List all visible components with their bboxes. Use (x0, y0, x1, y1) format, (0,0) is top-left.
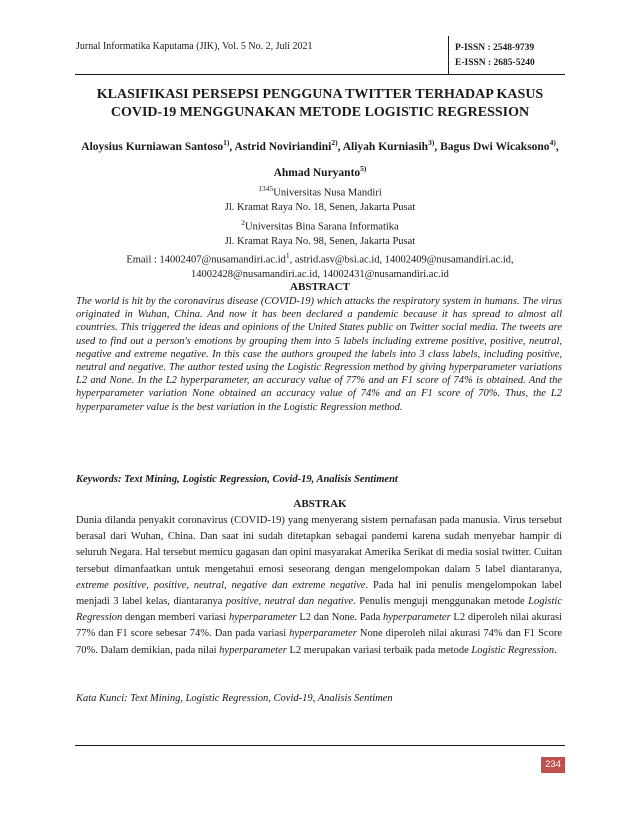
kata-kunci: Kata Kunci: Text Mining, Logistic Regression, Covid-19, Analisis Sentimen (76, 693, 393, 704)
abstrak-heading: ABSTRAK (293, 498, 347, 510)
page-number-badge: 234 (541, 757, 565, 773)
author-name: Bagus Dwi Wicaksono (440, 140, 550, 153)
footer-rule (75, 745, 565, 746)
address: Jl. Kramat Raya No. 98, Senen, Jakarta Pusat (224, 235, 416, 247)
author-name: Astrid Noviriandini (234, 140, 332, 153)
abstract-heading: ABSTRACT (290, 281, 350, 293)
header-divider (448, 36, 449, 74)
author-name: Ahmad Nuryanto (273, 166, 361, 179)
issn-block (455, 41, 535, 71)
author-name: Aloysius Kurniawan Santoso (81, 140, 224, 153)
author-list: Aloysius Kurniawan Santoso$^{1)}$, Astrid Noviriandini$^{2)}$, Aliyah Kurniasih$^{3)}$, Bagus Dwi Wicaksono$^{4)}$, Ahmad Nuryanto$^{5)}$ (81, 138, 559, 179)
institution: Universitas Nusa Mandiri (273, 187, 382, 199)
email-line: Email : $14002407@nusamandiri.ac.id^1$, astrid.asv@bsi.ac.id, 14002409@nusamandiri.ac.id, (126, 251, 514, 266)
author-name: Aliyah Kurniasih (342, 140, 429, 153)
address: Jl. Kramat Raya No. 18, Senen, Jakarta Pusat (224, 202, 416, 213)
header-rule (75, 74, 565, 75)
email-line: 14002428@nusamandiri.ac.id, 14002431@nusamandiri.ac.id (191, 269, 449, 280)
abstrak-text: Dunia dilanda penyakit coronavirus (COVID-19) yang menyerang sistem pernafasan pada manusia. Virus tersebut berasal dari Wuhan, China. Dan saat ini sudah ditetapkan sebagai pandemi karena sudah menyebar hampir di seluruh Negara. Hal tersebut memicu gagasan dan opini masyarakat Amerika Serikat di media sosial twitter. Cuitan tersebut dimanfaatkan untuk mengetahui emosi seseorang dengan mengelompokan dalam 5 label diantaranya, extreme positive, positive, neutral, negative dan extreme negative. Pada hal ini penulis mengelompokan label menjadi 3 label kelas, diantaranya positive, neutral dan negative. Penulis menguji menggunakan metode Logistic Regression dengan memberi variasi hyperparameter L2 dan None. Pada hyperparameter L2 diperoleh nilai akurasi 77% dan F1 score sebesar 74%. Dan pada variasi hyperparameter None diperoleh nilai akurasi 74% dan F1 Score 70%. Dalam demikian, pada nilai hyperparameter L2 merupakan variasi terbaik pada metode Logistic Regression. (76, 515, 563, 656)
journal-header: Jurnal Informatika Kaputama (JIK), Vol. 5 No. 2, Juli 2021 (76, 41, 313, 52)
keywords: Keywords: Text Mining, Logistic Regression, Covid-19, Analisis Sentiment (76, 474, 398, 485)
paper-title: KLASIFIKASI PERSEPSI PENGGUNA TWITTER TERHADAP KASUS COVID-19 MENGGUNAKAN METODE LOGISTIC REGRESSION (96, 87, 544, 120)
affiliations: $^{1345}$Universitas Nusa Mandiri Jl. Kramat Raya No. 18, Senen, Jakarta Pusat $^2$Universitas Bina Sarana Informatika Jl. Kramat Raya No. 98, Senen, Jakarta Pusat Email : $14002407@nusamandiri.ac.id^1$, astrid.asv@bsi.ac.id, 14002409@nusamandiri.ac.id, 14002428@nusamandiri.ac.id, 14002431@nusamandiri.ac.id (80, 182, 560, 283)
electronic-issn: E-ISSN : 2685-5240 (455, 58, 535, 68)
print-issn: P-ISSN : 2548-9739 (455, 43, 535, 53)
institution: Universitas Bina Sarana Informatika (245, 221, 399, 232)
abstract-text: The world is hit by the coronavirus disease (COVID-19) which attacks the respiratory system in humans. The virus originated in Wuhan, China. And now it has been declared a pandemic because it has spread to almost all countries. This triggered the ideas and opinions of the United States public on Twitter social media. The tweets are used to find out a person's emotions by grouping them into 5 labels including extreme positive, positive, neutral, negative and extreme negative. In this case the authors grouped the labels into 3 class labels, including positive, neutral and negative. The author tested using the Logistic Regression method by giving hyperparameter variations L2 and None. In the L2 hyperparameter, an accuracy value of 77% and an F1 score of 74% is obtained. And the hyperparameter variation None obtained an accuracy value of 74% and an F1 score of 70%. Thus, the L2 hyperparameter value is the best variation in the Logistic Regression method. (76, 296, 562, 413)
